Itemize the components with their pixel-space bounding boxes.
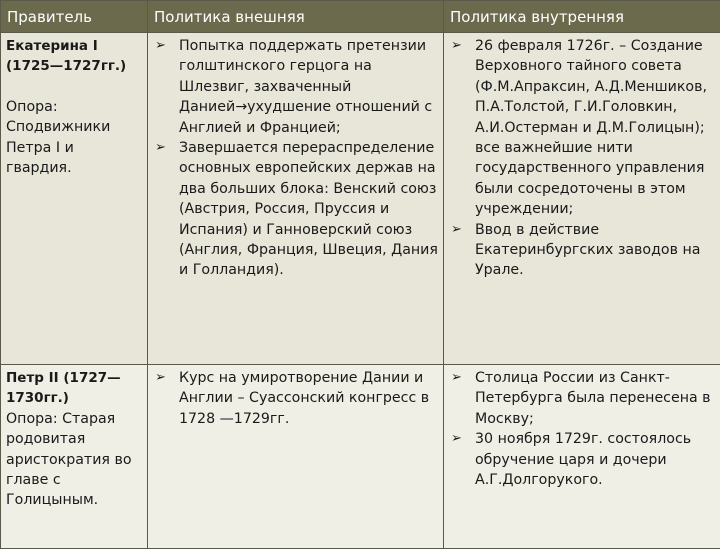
list-item-text: 26 февраля 1726г. – Создание Верховного тайного совета (Ф.М.Апраксин, А.Д.Меншиков, П.А.Толстой, Г.И.Головкин, А.И.Остерман и Д.М.Голицын); все важнейшие нити государственного управления были сосредоточены в этом учреждении; [475, 38, 707, 217]
list-item-text: Столица России из Санкт-Петербурга была перенесена в Москву; [475, 370, 711, 427]
list-item [449, 429, 715, 490]
table-row [1, 33, 720, 365]
arrow-bullet-icon: ➢ [155, 368, 166, 388]
arrow-bullet-icon: ➢ [451, 368, 462, 388]
foreign-policy-cell [148, 33, 444, 365]
foreign-policy-cell [148, 365, 444, 549]
header-domestic-policy: Политика внутренняя [444, 1, 720, 33]
domestic-policy-cell [444, 365, 720, 549]
list-item [449, 36, 715, 220]
ruler-name: Екатерина I (1725—1727гг.) [6, 36, 142, 77]
domestic-policy-cell [444, 33, 720, 365]
list-item [153, 36, 438, 138]
arrow-bullet-icon: ➢ [451, 429, 462, 449]
list-item [153, 368, 438, 429]
header-ruler: Правитель [1, 1, 148, 33]
ruler-cell [1, 365, 148, 549]
arrow-bullet-icon: ➢ [155, 138, 166, 158]
arrow-bullet-icon: ➢ [451, 220, 462, 240]
ruler-support: Опора: Сподвижники Петра I и гвардия. [6, 97, 142, 179]
table-row [1, 365, 720, 549]
list-item [153, 138, 438, 281]
list-item [449, 220, 715, 281]
header-row [1, 1, 720, 33]
list-item-text: Попытка поддержать претензии голштинского герцога на Шлезвиг, захваченный Данией→ухудшение отношений с Англией и Францией; [179, 38, 432, 136]
arrow-bullet-icon: ➢ [155, 36, 166, 56]
list-item-text: 30 ноября 1729г. состоялось обручение царя и дочери А.Г.Долгорукого. [475, 431, 691, 488]
arrow-bullet-icon: ➢ [451, 36, 462, 56]
list-item-text: Ввод в действие Екатеринбургских заводов на Урале. [475, 222, 700, 279]
ruler-name: Петр II (1727—1730гг.) [6, 368, 142, 409]
header-foreign-policy: Политика внешняя [148, 1, 444, 33]
list-item-text: Курс на умиротворение Дании и Англии – Суассонский конгресс в 1728 —1729гг. [179, 370, 429, 427]
ruler-cell [1, 33, 148, 365]
list-item [449, 368, 715, 429]
list-item-text: Завершается перераспределение основных европейских держав на два больших блока: Венский союз (Австрия, Россия, Пруссия и Испания) и Ганноверский союз (Англия, Франция, Швеция, Дания и Голландия). [179, 140, 438, 278]
ruler-support: Опора: Старая родовитая аристократия во главе с Голицыным. [6, 409, 142, 511]
